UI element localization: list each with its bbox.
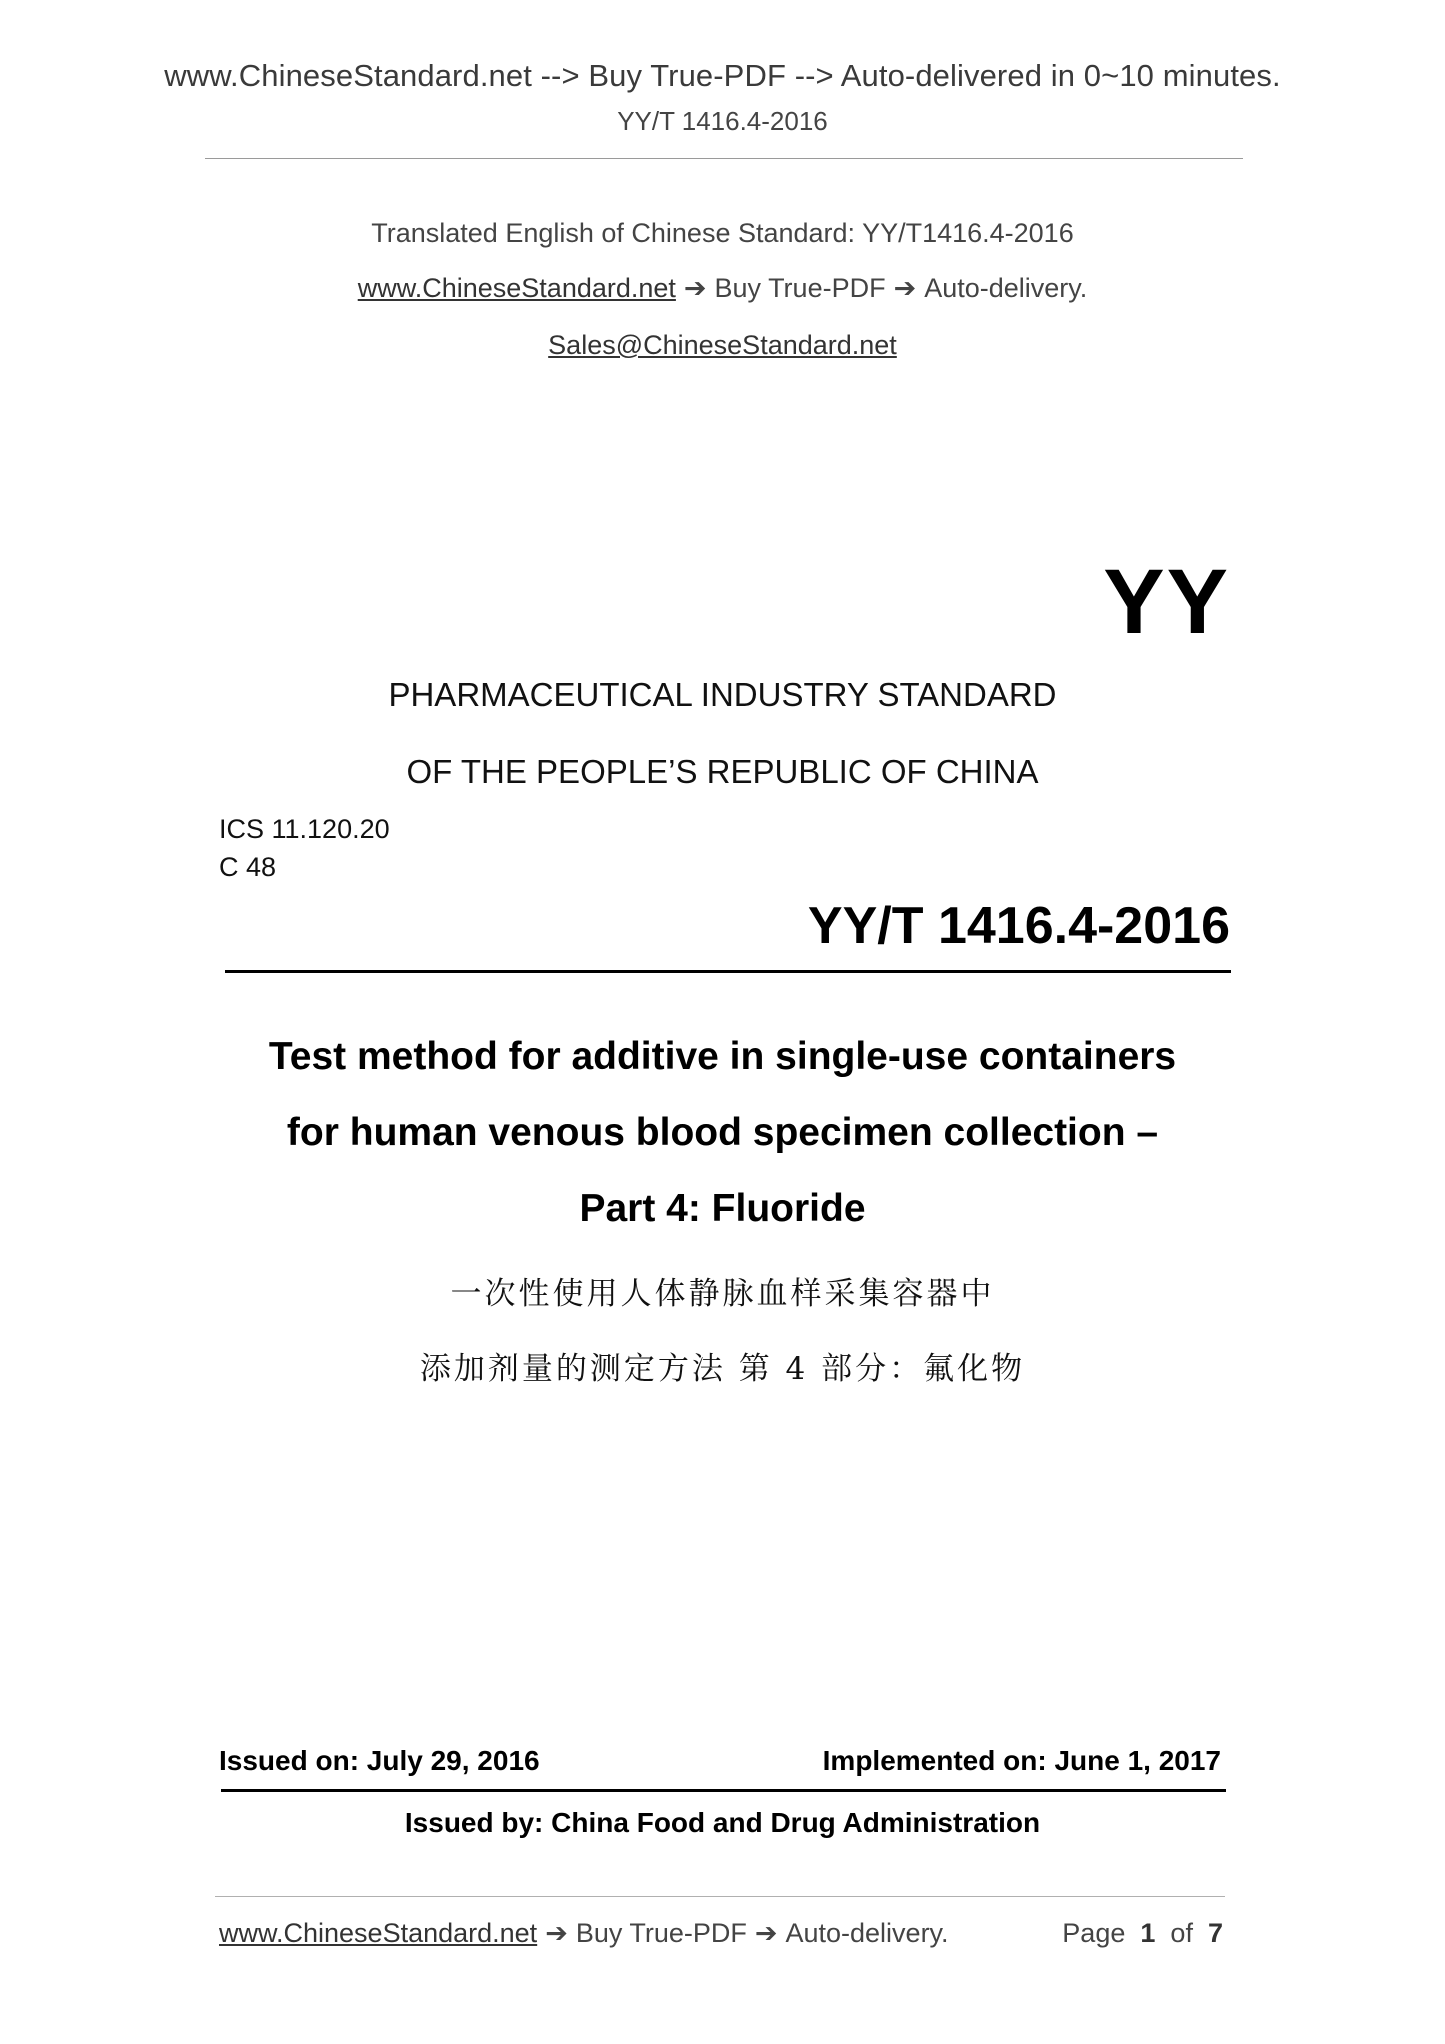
title-cn-line1: 一次性使用人体静脉血样采集容器中 (450, 1276, 995, 1312)
page-current: 1 (1140, 1918, 1156, 1948)
ccs-code: C 48 (219, 852, 277, 882)
arrow-right-icon: ➔ (545, 1918, 568, 1948)
intro-email-line (0, 330, 1445, 361)
arrow-right-icon: ➔ (754, 1918, 778, 1948)
intro-site-line (0, 273, 1445, 304)
page-of: of (1170, 1918, 1193, 1948)
arrow-right-icon: ➔ (893, 273, 917, 303)
footer-buy-text: Buy True-PDF (575, 1918, 747, 1948)
issued-by: Issued by: China Food and Drug Administration (404, 1807, 1041, 1838)
header-banner: www.ChineseStandard.net --> Buy True-PDF --> Auto-delivered in 0~10 minutes. (164, 58, 1281, 93)
page-total: 7 (1207, 1918, 1223, 1948)
header-standard-number: YY/T 1416.4-2016 (617, 106, 828, 136)
title-en-line1: Test method for additive in single-use containers (268, 1035, 1177, 1078)
arrow-right-icon: ➔ (683, 273, 707, 303)
page-indicator (1062, 1918, 1223, 1949)
footer-site-line (219, 1918, 949, 1949)
intro-buy-text: Buy True-PDF (714, 273, 886, 303)
document-number: YY/T 1416.4-2016 (807, 897, 1230, 955)
standard-mark: YY (1103, 551, 1230, 653)
issue-divider (221, 1789, 1226, 1792)
title-en-line3: Part 4: Fluoride (579, 1187, 866, 1230)
title-divider (225, 970, 1231, 973)
ics-code: ICS 11.120.20 (219, 814, 390, 844)
implemented-on-date: Implemented on: June 1, 2017 (822, 1745, 1221, 1776)
standard-type-line1: PHARMACEUTICAL INDUSTRY STANDARD (388, 676, 1057, 713)
title-en-line2: for human venous blood specimen collection – (286, 1111, 1159, 1154)
footer-auto-text: Auto-delivery. (785, 1918, 949, 1948)
page-label: Page (1062, 1918, 1126, 1948)
header-divider (205, 158, 1243, 159)
issued-on-date: Issued on: July 29, 2016 (219, 1745, 540, 1776)
title-cn-line2: 添加剂量的测定方法 第 4 部分：氟化物 (419, 1351, 1026, 1387)
footer-divider (215, 1896, 1225, 1897)
translated-notice: Translated English of Chinese Standard: YY/T1416.4-2016 (371, 218, 1074, 248)
intro-site-link[interactable]: www.ChineseStandard.net (357, 273, 676, 303)
intro-auto-text: Auto-delivery. (924, 273, 1088, 303)
footer-site-link[interactable]: www.ChineseStandard.net (219, 1918, 538, 1948)
sales-email-link[interactable]: Sales@ChineseStandard.net (548, 330, 897, 360)
standard-type-line2: OF THE PEOPLE’S REPUBLIC OF CHINA (406, 753, 1039, 790)
